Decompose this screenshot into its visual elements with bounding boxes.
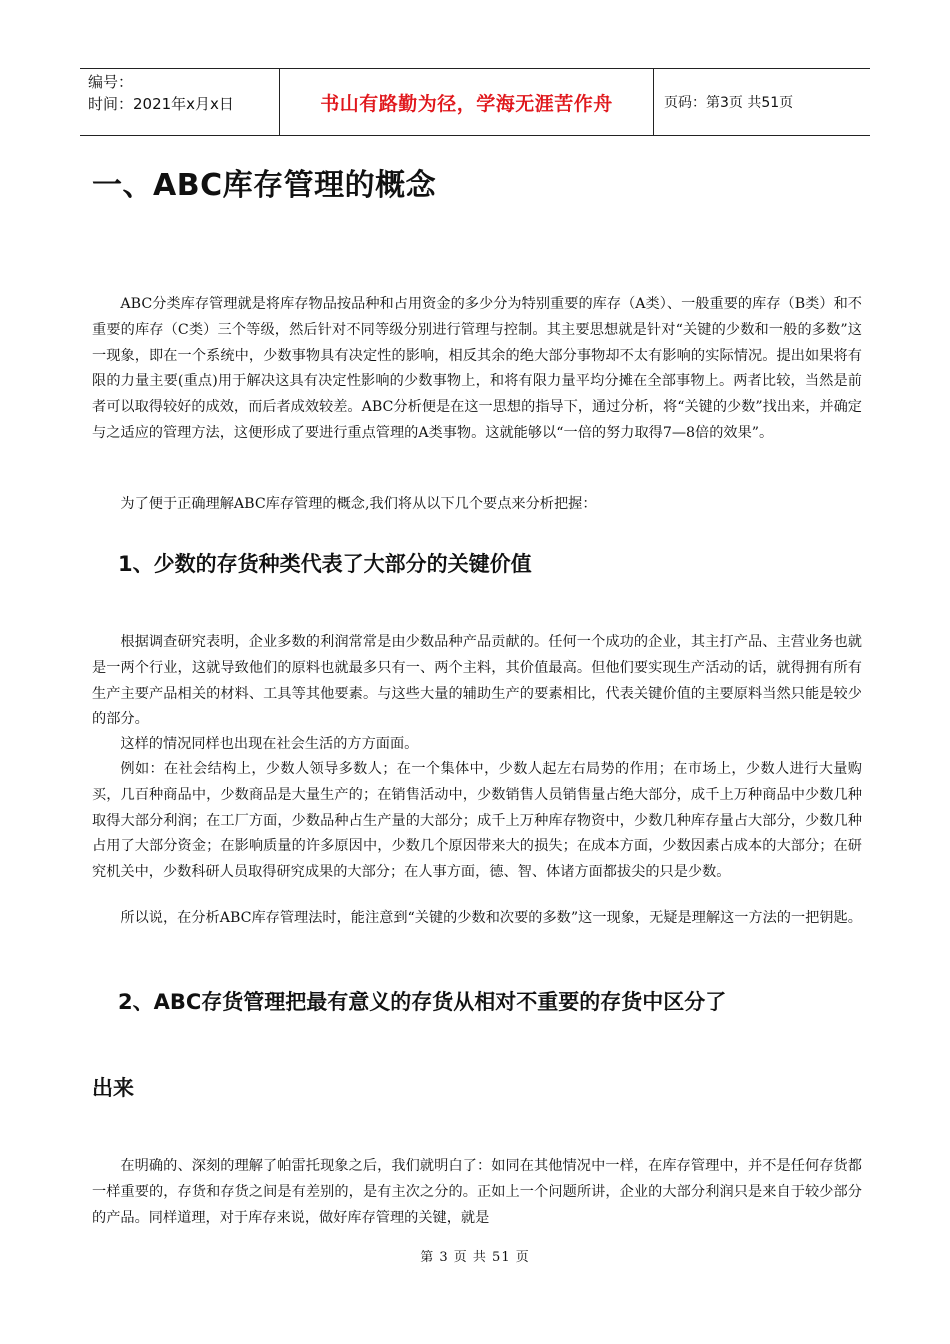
- intro-paragraph-2: 为了便于正确理解ABC库存管理的概念,我们将从以下几个要点来分析把握：: [120, 496, 597, 512]
- page-footer: 第 3 页 共 51 页: [420, 1250, 530, 1265]
- section1-paragraph-4: 所以说，在分析ABC库存管理法时，能注意到“关键的少数和次要的多数”这一现象，无疑是理解这一方法的一把钥匙。: [120, 910, 862, 926]
- section1-paragraph-3: 例如：在社会结构上，少数人领导多数人；在一个集体中，少数人起左右局势的作用；在市场上，少数人进行大量购买，几百种商品中，少数商品是大量生产的；在销售活动中，少数销售人员销售量占绝大部分，成千上万种商品中少数几种取得大部分利润；在工厂方面，少数品种占生产量的大部分；成千上万种库存物资中，少数几种库存量占大部分，少数几种占用了大部分资金；在影响质量的许多原因中，少数几个原因带来大的损失；在成本方面，少数因素占成本的大部分；在研究机关中，少数科研人员取得研究成果的大部分；在人事方面，德、智、体诸方面都拔尖的只是少数。: [92, 761, 862, 881]
- header-meta-cell: [80, 69, 280, 135]
- page-title: 一、ABC库存管理的概念: [92, 168, 437, 203]
- section2-paragraph-1: 在明确的、深刻的理解了帕雷托现象之后，我们就明白了：如同在其他情况中一样，在库存管理中，并不是任何存货都一样重要的，存货和存货之间是有差别的，是有主次之分的。正如上一个问题所讲，企业的大部分利润只是来自于较少部分的产品。同样道理，对于库存来说，做好库存管理的关键，就是: [92, 1158, 862, 1226]
- section1-paragraph-2: 这样的情况同样也出现在社会生活的方方面面。: [120, 736, 419, 752]
- section1-heading: 1、少数的存货种类代表了大部分的关键价值: [118, 552, 532, 576]
- page-info: 页码：第3页 共51页: [664, 95, 794, 111]
- header-page-cell: [654, 69, 870, 135]
- section2-heading-line1: 2、ABC存货管理把最有意义的存货从相对不重要的存货中区分了: [118, 990, 727, 1014]
- time-label: 时间：2021年x月x日: [88, 95, 234, 113]
- motto-text: 书山有路勤为径，学海无涯苦作舟: [320, 92, 613, 115]
- section2-heading-line2: 出来: [92, 1076, 134, 1100]
- intro-paragraph-1: ABC分类库存管理就是将库存物品按品种和占用资金的多少分为特别重要的库存（A类）、一般重要的库存（B类）和不重要的库存（C类）三个等级，然后针对不同等级分别进行管理与控制。其主要思想就是针对“关键的少数和一般的多数”这一现象，即在一个系统中，少数事物具有决定性的影响，相反其余的绝大部分事物却不太有影响的实际情况。提出如果将有限的力量主要(重点)用于解决这具有决定性影响的少数事物上，和将有限力量平均分摊在全部事物上。两者比较，当然是前者可以取得较好的成效，而后者成效较差。ABC分析便是在这一思想的指导下，通过分析，将“关键的少数”找出来，并确定与之适应的管理方法，这便形成了要进行重点管理的A类事物。这就能够以“一倍的努力取得7—8倍的效果”。: [92, 296, 862, 441]
- page-header: [80, 68, 870, 136]
- serial-label: 编号：: [88, 73, 134, 91]
- section1-paragraph-1: 根据调查研究表明，企业多数的利润常常是由少数品种产品贡献的。任何一个成功的企业，其主打产品、主营业务也就是一两个行业，这就导致他们的原料也就最多只有一、两个主料，其价值最高。但他们要实现生产活动的话，就得拥有所有生产主要产品相关的材料、工具等其他要素。与这些大量的辅助生产的要素相比，代表关键价值的主要原料当然只能是较少的部分。: [92, 634, 862, 728]
- header-motto-cell: [280, 69, 654, 135]
